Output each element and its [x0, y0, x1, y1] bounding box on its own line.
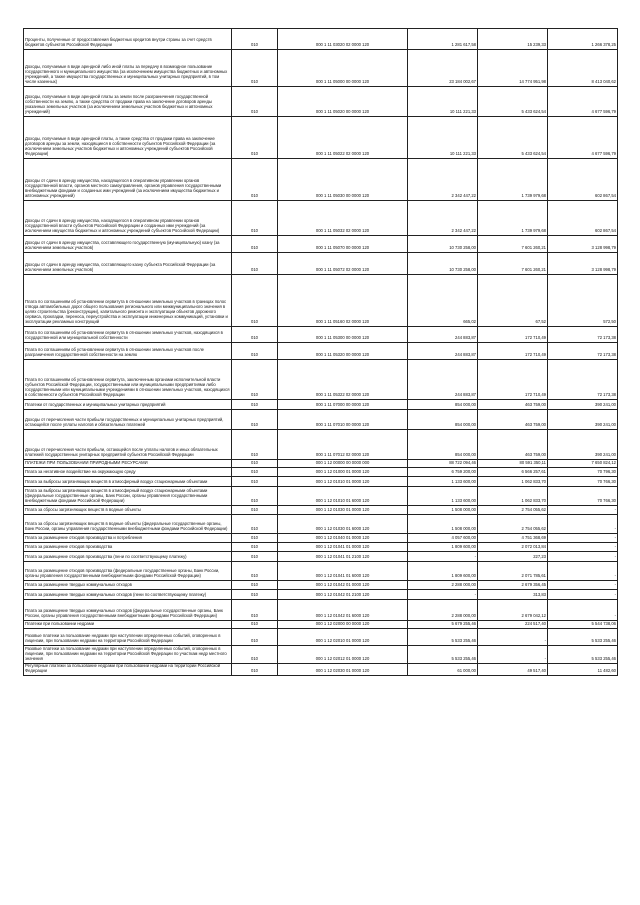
- row-budget-code-cell: 000 1 12 01041 01 0000 120: [278, 543, 408, 552]
- row-name-cell: Плата за негативное воздействие на окружающую среду: [24, 468, 232, 477]
- row-budget-code-cell: 000 1 12 01010 01 6000 120: [278, 487, 408, 506]
- row-approved-value-cell: 10 111 221,33: [408, 87, 478, 117]
- table-row: [24, 581, 618, 590]
- row-approved-value-cell: 10 111 221,33: [408, 117, 478, 159]
- row-approved-value-cell: 61 000,00: [408, 664, 478, 676]
- row-budget-code-cell: 000 1 12 01030 01 6000 120: [278, 515, 408, 534]
- row-executed-value-cell: 2 072 013,84: [478, 543, 548, 552]
- row-name-cell: Доходы, получаемые в виде арендной платы, а также средства от продажи права на заключение договоров аренды за земли, находящиеся в собственности субъектов Российской Федерации (за исключением земельных участков бюджетных и автономных учреждений субъектов Российской Федерации): [24, 117, 232, 159]
- row-line-code-cell: 010: [232, 629, 278, 646]
- row-budget-code-cell: 000 1 11 05322 02 0000 120: [278, 360, 408, 400]
- row-budget-code-cell: 000 1 12 01040 01 0000 120: [278, 534, 408, 543]
- row-name-cell: Доходы от перечисления части прибыли государственных и муниципальных унитарных предприятий, остающейся после уплаты налогов и обязательных платежей: [24, 410, 232, 430]
- row-approved-value-cell: 1 281 617,58: [408, 29, 478, 50]
- table-row: [24, 87, 618, 117]
- row-name-cell: Плата по соглашениям об установлении сервитута в отношении земельных участков после разграничения государственной собственности на землю: [24, 343, 232, 360]
- row-name-cell: Плата по соглашениям об установлении сервитута в отношении земельных участков в границах полос отвода автомобильных дорог общего пользования регионального или межмуниципального значения в целях строительства (реконструкции), капитального ремонта и эксплуатации объектов дорожного сервиса, прокладки, переноса, переустройства и эксплуатации инженерных коммуникаций, установки и эксплуатации рекламных конструкций: [24, 275, 232, 327]
- table-row: [24, 621, 618, 629]
- row-approved-value-cell: 4 057 600,00: [408, 534, 478, 543]
- table-row: [24, 534, 618, 543]
- table-row: [24, 236, 618, 253]
- row-name-cell: Плата за размещение твердых коммунальных отходов (пени по соответствующему платежу): [24, 590, 232, 600]
- table-row: [24, 552, 618, 562]
- row-executed-value-cell: -: [478, 646, 548, 664]
- row-budget-code-cell: 000 1 12 02030 01 0000 120: [278, 664, 408, 676]
- table-row: [24, 487, 618, 506]
- row-unexecuted-value-cell: 70 766,30: [548, 477, 618, 487]
- row-executed-value-cell: 313,83: [478, 590, 548, 600]
- row-name-cell: Плата за размещение отходов производства: [24, 543, 232, 552]
- row-executed-value-cell: 4 751 368,69: [478, 534, 548, 543]
- row-name-cell: ПЛАТЕЖИ ПРИ ПОЛЬЗОВАНИИ ПРИРОДНЫМИ РЕСУРСАМИ: [24, 460, 232, 468]
- row-line-code-cell: 010: [232, 543, 278, 552]
- row-executed-value-cell: 2 754 055,62: [478, 515, 548, 534]
- row-name-cell: Плата за размещение твердых коммунальных отходов: [24, 581, 232, 590]
- row-approved-value-cell: 2 342 447,22: [408, 201, 478, 236]
- table-row: [24, 515, 618, 534]
- row-line-code-cell: 010: [232, 487, 278, 506]
- row-unexecuted-value-cell: 390 241,00: [548, 400, 618, 410]
- row-name-cell: Доходы от сдачи в аренду имущества, составляющего казну субъекта Российской Федерации (за исключением земельных участков): [24, 253, 232, 275]
- row-budget-code-cell: 000 1 11 07012 02 0000 120: [278, 430, 408, 460]
- row-approved-value-cell: 854 000,00: [408, 410, 478, 430]
- row-line-code-cell: 010: [232, 430, 278, 460]
- row-unexecuted-value-cell: -: [548, 543, 618, 552]
- row-executed-value-cell: 49 517,40: [478, 664, 548, 676]
- row-approved-value-cell: 5 533 255,46: [408, 646, 478, 664]
- row-unexecuted-value-cell: 70 796,30: [548, 468, 618, 477]
- row-name-cell: Плата за сбросы загрязняющих веществ в водные объекты (федеральные государственные органы, Банк России, органы управления государственными внебюджетными фондами Российской Федерации): [24, 515, 232, 534]
- table-row: [24, 562, 618, 581]
- row-approved-value-cell: 5 679 255,46: [408, 621, 478, 629]
- row-executed-value-cell: 7 601 260,21: [478, 253, 548, 275]
- row-budget-code-cell: 000 1 11 05000 00 0000 120: [278, 50, 408, 87]
- row-budget-code-cell: 000 1 11 03020 02 0000 120: [278, 29, 408, 50]
- row-approved-value-cell: 1 809 600,00: [408, 562, 478, 581]
- row-budget-code-cell: 000 1 12 02000 00 0000 120: [278, 621, 408, 629]
- row-unexecuted-value-cell: 602 867,54: [548, 159, 618, 201]
- row-line-code-cell: 010: [232, 621, 278, 629]
- row-executed-value-cell: 463 759,00: [478, 430, 548, 460]
- table-row: [24, 664, 618, 676]
- row-approved-value-cell: 854 000,00: [408, 430, 478, 460]
- row-budget-code-cell: 000 1 11 05300 00 0000 120: [278, 327, 408, 343]
- row-line-code-cell: 010: [232, 87, 278, 117]
- row-budget-code-cell: 000 1 12 02012 01 0000 120: [278, 646, 408, 664]
- row-budget-code-cell: 000 1 12 01041 01 2100 120: [278, 552, 408, 562]
- row-unexecuted-value-cell: 390 241,00: [548, 430, 618, 460]
- row-executed-value-cell: 2 679 042,12: [478, 600, 548, 621]
- row-approved-value-cell: 23 184 002,67: [408, 50, 478, 87]
- row-executed-value-cell: 172 710,49: [478, 327, 548, 343]
- table-row: [24, 590, 618, 600]
- row-name-cell: Платежи при пользовании недрами: [24, 621, 232, 629]
- row-unexecuted-value-cell: -: [548, 534, 618, 543]
- row-line-code-cell: 010: [232, 275, 278, 327]
- row-line-code-cell: 010: [232, 477, 278, 487]
- row-line-code-cell: 010: [232, 360, 278, 400]
- row-approved-value-cell: 6 759 200,00: [408, 468, 478, 477]
- row-line-code-cell: 010: [232, 343, 278, 360]
- row-line-code-cell: 010: [232, 410, 278, 430]
- row-executed-value-cell: 2 754 055,62: [478, 506, 548, 515]
- row-budget-code-cell: 000 1 11 05070 00 0000 120: [278, 236, 408, 253]
- row-line-code-cell: 010: [232, 236, 278, 253]
- row-unexecuted-value-cell: -: [548, 552, 618, 562]
- row-line-code-cell: 010: [232, 460, 278, 468]
- row-unexecuted-value-cell: 4 677 596,79: [548, 87, 618, 117]
- row-approved-value-cell: 2 342 447,22: [408, 159, 478, 201]
- row-executed-value-cell: 5 433 624,54: [478, 87, 548, 117]
- row-executed-value-cell: 172 710,49: [478, 360, 548, 400]
- row-executed-value-cell: 1 062 833,70: [478, 487, 548, 506]
- row-unexecuted-value-cell: 5 533 255,46: [548, 646, 618, 664]
- table-row: [24, 543, 618, 552]
- table-row: [24, 360, 618, 400]
- row-executed-value-cell: 5 433 624,54: [478, 117, 548, 159]
- row-approved-value-cell: 665,02: [408, 275, 478, 327]
- row-unexecuted-value-cell: -: [548, 600, 618, 621]
- row-name-cell: Плата за размещение отходов производства (федеральные государственные органы, Банк России, органы управления государственными внебюджетными фондами Российской Федерации): [24, 562, 232, 581]
- row-approved-value-cell: 1 133 600,00: [408, 477, 478, 487]
- row-unexecuted-value-cell: -: [548, 515, 618, 534]
- row-unexecuted-value-cell: 5 533 255,46: [548, 629, 618, 646]
- row-executed-value-cell: 463 759,00: [478, 410, 548, 430]
- table-row: [24, 117, 618, 159]
- row-line-code-cell: 010: [232, 590, 278, 600]
- row-budget-code-cell: 000 1 12 00000 00 0000 000: [278, 460, 408, 468]
- row-budget-code-cell: 000 1 12 01042 01 6000 120: [278, 600, 408, 621]
- row-unexecuted-value-cell: 70 766,30: [548, 487, 618, 506]
- row-budget-code-cell: 000 1 12 02010 01 0000 120: [278, 629, 408, 646]
- row-approved-value-cell: 244 883,87: [408, 360, 478, 400]
- table-row: [24, 410, 618, 430]
- row-budget-code-cell: 000 1 12 01041 01 6000 120: [278, 562, 408, 581]
- row-name-cell: Платежи от государственных и муниципальных унитарных предприятий: [24, 400, 232, 410]
- row-executed-value-cell: 1 739 979,68: [478, 201, 548, 236]
- row-unexecuted-value-cell: 8 413 040,62: [548, 50, 618, 87]
- row-unexecuted-value-cell: -: [548, 590, 618, 600]
- row-budget-code-cell: 000 1 11 05020 00 0000 120: [278, 87, 408, 117]
- row-budget-code-cell: 000 1 12 01042 01 2100 120: [278, 590, 408, 600]
- row-executed-value-cell: 2 679 356,45: [478, 581, 548, 590]
- row-approved-value-cell: 2 288 000,00: [408, 600, 478, 621]
- row-executed-value-cell: -: [478, 629, 548, 646]
- table-row: [24, 159, 618, 201]
- row-budget-code-cell: 000 1 11 07010 00 0000 120: [278, 410, 408, 430]
- row-line-code-cell: 010: [232, 159, 278, 201]
- row-line-code-cell: 010: [232, 664, 278, 676]
- table-row: [24, 343, 618, 360]
- row-name-cell: Плата за сбросы загрязняющих веществ в водные объекты: [24, 506, 232, 515]
- row-line-code-cell: 010: [232, 646, 278, 664]
- table-row: [24, 506, 618, 515]
- row-name-cell: Доходы, получаемые в виде арендной либо иной платы за передачу в возмездное пользование государственного и муниципального имущества (за исключением имущества бюджетных и автономных учреждений, а также имущества государственных и муниципальных унитарных предприятий, в том числе казенных): [24, 50, 232, 87]
- row-line-code-cell: 010: [232, 515, 278, 534]
- row-approved-value-cell: 1 508 000,00: [408, 506, 478, 515]
- row-name-cell: Разовые платежи за пользование недрами при наступлении определенных событий, оговоренных в лицензии, при пользовании недрами на территории Российской Федерации: [24, 629, 232, 646]
- row-line-code-cell: 010: [232, 534, 278, 543]
- row-budget-code-cell: 000 1 12 01000 01 0000 120: [278, 468, 408, 477]
- row-name-cell: Доходы от перечисления части прибыли, остающейся после уплаты налогов и иных обязательных платежей государственных унитарных предприятий субъектов Российской Федерации: [24, 430, 232, 460]
- row-unexecuted-value-cell: -: [548, 581, 618, 590]
- row-unexecuted-value-cell: 72 173,38: [548, 343, 618, 360]
- row-unexecuted-value-cell: 3 128 998,79: [548, 236, 618, 253]
- row-name-cell: Плата за выбросы загрязняющих веществ в атмосферный воздух стационарными объектами: [24, 477, 232, 487]
- row-unexecuted-value-cell: 72 173,38: [548, 360, 618, 400]
- row-unexecuted-value-cell: 5 544 738,06: [548, 621, 618, 629]
- row-line-code-cell: 010: [232, 117, 278, 159]
- row-budget-code-cell: 000 1 12 01010 01 0000 120: [278, 477, 408, 487]
- row-unexecuted-value-cell: 390 241,00: [548, 410, 618, 430]
- row-name-cell: Доходы от сдачи в аренду имущества, находящегося в оперативном управлении органов государственной власти, органов местного самоуправления, органов управления государственными внебюджетными фондами и созданных ими учреждений (за исключением имущества бюджетных и автономных учреждений): [24, 159, 232, 201]
- row-unexecuted-value-cell: 3 128 998,79: [548, 253, 618, 275]
- row-executed-value-cell: 463 759,00: [478, 400, 548, 410]
- row-name-cell: Доходы от сдачи в аренду имущества, составляющего государственную (муниципальную) казну (за исключением земельных участков): [24, 236, 232, 253]
- row-line-code-cell: 010: [232, 253, 278, 275]
- table-body: [24, 29, 618, 676]
- table-row: [24, 646, 618, 664]
- row-executed-value-cell: 224 517,40: [478, 621, 548, 629]
- row-line-code-cell: 010: [232, 552, 278, 562]
- row-name-cell: Плата по соглашениям об установлении сервитута, заключенным органами исполнительной власти субъектов Российской Федерации, государственными или муниципальными предприятиями либо государственными или муниципальными учреждениями в отношении земельных участков, находящихся в собственности субъектов Российской Федерации: [24, 360, 232, 400]
- table-row: [24, 477, 618, 487]
- row-line-code-cell: 010: [232, 562, 278, 581]
- row-executed-value-cell: 1 062 833,70: [478, 477, 548, 487]
- row-name-cell: Плата по соглашениям об установлении сервитута в отношении земельных участков, находящихся в государственной или муниципальной собственности: [24, 327, 232, 343]
- row-line-code-cell: 010: [232, 600, 278, 621]
- row-approved-value-cell: 88 722 094,46: [408, 460, 478, 468]
- row-line-code-cell: 010: [232, 29, 278, 50]
- row-executed-value-cell: 7 601 260,21: [478, 236, 548, 253]
- table-row: [24, 275, 618, 327]
- row-budget-code-cell: 000 1 11 05032 02 0000 120: [278, 201, 408, 236]
- table-row: [24, 400, 618, 410]
- table-row: [24, 430, 618, 460]
- row-line-code-cell: 010: [232, 400, 278, 410]
- row-executed-value-cell: 6 566 257,61: [478, 468, 548, 477]
- row-line-code-cell: 010: [232, 468, 278, 477]
- row-approved-value-cell: 5 533 255,46: [408, 629, 478, 646]
- row-approved-value-cell: -: [408, 552, 478, 562]
- row-line-code-cell: 010: [232, 506, 278, 515]
- row-approved-value-cell: 2 288 000,00: [408, 581, 478, 590]
- table-row: [24, 50, 618, 87]
- row-unexecuted-value-cell: 572,50: [548, 275, 618, 327]
- row-approved-value-cell: 1 508 000,00: [408, 515, 478, 534]
- row-budget-code-cell: 000 1 12 01042 01 0000 120: [278, 581, 408, 590]
- row-approved-value-cell: 244 883,87: [408, 327, 478, 343]
- table-row: [24, 629, 618, 646]
- table-row: [24, 468, 618, 477]
- row-executed-value-cell: 172 710,49: [478, 343, 548, 360]
- row-unexecuted-value-cell: -: [548, 562, 618, 581]
- row-line-code-cell: 010: [232, 50, 278, 87]
- row-unexecuted-value-cell: -: [548, 506, 618, 515]
- table-row: [24, 327, 618, 343]
- row-name-cell: Регулярные платежи за пользование недрами при пользовании недрами на территории Российской Федерации: [24, 664, 232, 676]
- row-approved-value-cell: 1 133 600,00: [408, 487, 478, 506]
- table-row: [24, 600, 618, 621]
- row-budget-code-cell: 000 1 11 07000 00 0000 120: [278, 400, 408, 410]
- row-name-cell: Разовые платежи за пользование недрами при наступлении определенных событий, оговоренных в лицензии, при пользовании недрами на территории Российской Федерации по участкам недр местного значения: [24, 646, 232, 664]
- row-line-code-cell: 010: [232, 201, 278, 236]
- row-budget-code-cell: 000 1 11 05072 02 0000 120: [278, 253, 408, 275]
- row-unexecuted-value-cell: 4 677 596,79: [548, 117, 618, 159]
- row-unexecuted-value-cell: 11 482,60: [548, 664, 618, 676]
- row-approved-value-cell: 1 809 600,00: [408, 543, 478, 552]
- row-executed-value-cell: 15 239,33: [478, 29, 548, 50]
- row-budget-code-cell: 000 1 12 01030 01 0000 120: [278, 506, 408, 515]
- row-unexecuted-value-cell: 602 867,54: [548, 201, 618, 236]
- row-unexecuted-value-cell: 72 173,38: [548, 327, 618, 343]
- row-budget-code-cell: 000 1 11 05320 00 0000 120: [278, 343, 408, 360]
- revenue-report-table: [23, 28, 618, 676]
- row-line-code-cell: 010: [232, 327, 278, 343]
- row-name-cell: Плата за выбросы загрязняющих веществ в атмосферный воздух стационарными объектами (федеральные государственные органы, Банк России, органы управления государственными внебюджетными фондами Российской Федерации): [24, 487, 232, 506]
- row-executed-value-cell: 67,52: [478, 275, 548, 327]
- row-budget-code-cell: 000 1 11 05030 00 0000 120: [278, 159, 408, 201]
- row-unexecuted-value-cell: 1 266 378,25: [548, 29, 618, 50]
- row-executed-value-cell: 80 591 350,11: [478, 460, 548, 468]
- table-row: [24, 460, 618, 468]
- row-executed-value-cell: 1 739 979,68: [478, 159, 548, 201]
- row-name-cell: Проценты, полученные от предоставления бюджетных кредитов внутри страны за счет средств бюджетов субъектов Российской Федерации: [24, 29, 232, 50]
- table-row: [24, 201, 618, 236]
- row-line-code-cell: 010: [232, 581, 278, 590]
- row-name-cell: Доходы, получаемые в виде арендной платы за земли после разграничения государственной собственности на землю, а также средства от продажи права на заключение договоров аренды указанных земельных участков (за исключением земельных участков бюджетных и автономных учреждений): [24, 87, 232, 117]
- row-executed-value-cell: 227,23: [478, 552, 548, 562]
- row-approved-value-cell: 10 730 258,00: [408, 253, 478, 275]
- row-unexecuted-value-cell: 7 650 824,12: [548, 460, 618, 468]
- row-approved-value-cell: -: [408, 590, 478, 600]
- row-approved-value-cell: 244 883,87: [408, 343, 478, 360]
- table-row: [24, 253, 618, 275]
- row-executed-value-cell: 2 071 785,61: [478, 562, 548, 581]
- row-executed-value-cell: 14 774 951,98: [478, 50, 548, 87]
- row-approved-value-cell: 854 000,00: [408, 400, 478, 410]
- row-name-cell: Плата за размещение отходов производства и потребления: [24, 534, 232, 543]
- row-name-cell: Доходы от сдачи в аренду имущества, находящегося в оперативном управлении органов государственной власти субъектов Российской Федерации и созданных ими учреждений (за исключением имущества бюджетных и автономных учреждений субъектов Российской Федерации): [24, 201, 232, 236]
- row-approved-value-cell: 10 730 258,00: [408, 236, 478, 253]
- table-row: [24, 29, 618, 50]
- row-name-cell: Плата за размещение твердых коммунальных отходов (федеральные государственные органы, Банк России, органы управления государственными внебюджетными фондами Российской Федерации): [24, 600, 232, 621]
- row-name-cell: Плата за размещение отходов производства (пени по соответствующему платежу): [24, 552, 232, 562]
- row-budget-code-cell: 000 1 11 05160 02 0000 120: [278, 275, 408, 327]
- row-budget-code-cell: 000 1 11 05022 02 0000 120: [278, 117, 408, 159]
